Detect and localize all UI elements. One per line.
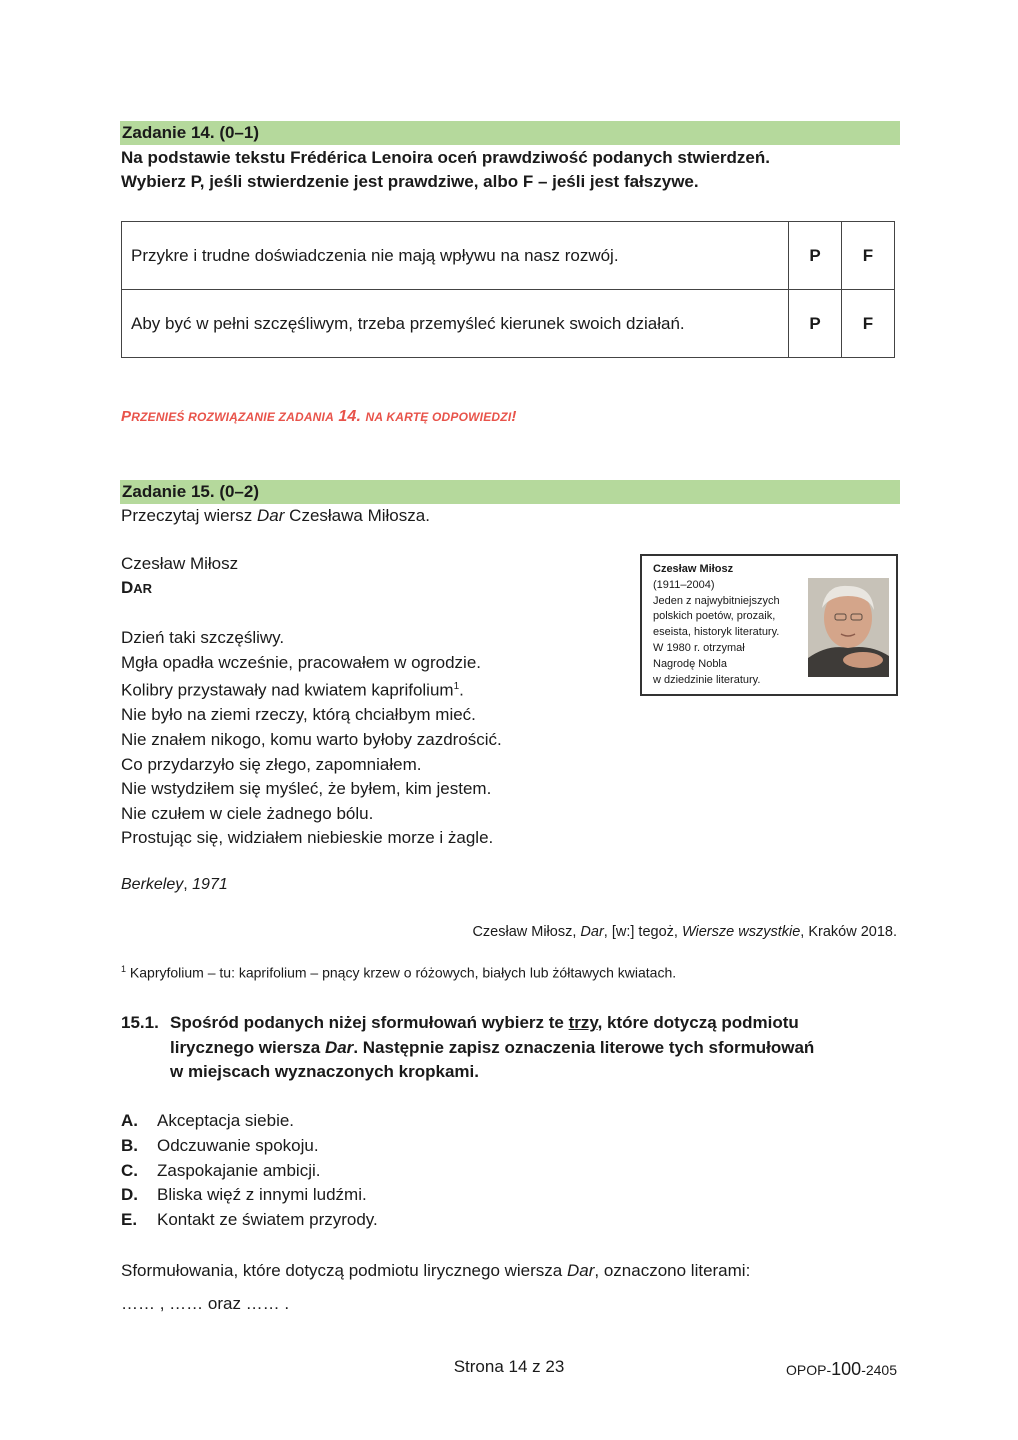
list-item <box>121 1183 378 1208</box>
task15-title: Zadanie 15. (0–2) <box>122 482 260 501</box>
q151-line1 <box>170 1011 900 1036</box>
source-part: Czesław Miłosz, <box>472 924 581 940</box>
poem-year: 1971 <box>192 876 228 893</box>
answer-options-list <box>121 1109 378 1233</box>
option-text: Kontakt ze światem przyrody. <box>157 1210 378 1230</box>
list-item <box>121 1134 378 1159</box>
author-info-line: polskich poetów, prozaik, <box>653 610 776 623</box>
option-f-2[interactable]: F <box>842 290 895 358</box>
answer-prompt-text: Sformułowania, które dotyczą podmiotu lirycznego wiersza <box>121 1261 567 1280</box>
author-info-line: Jeden z najwybitniejszych <box>653 594 780 607</box>
task14-header-band <box>120 121 900 145</box>
task15-intro-before: Przeczytaj wiersz <box>121 506 258 525</box>
author-info-text <box>653 562 803 688</box>
author-info-line: eseista, historyk literatury. <box>653 626 780 639</box>
exam-code-part: 100 <box>831 1359 862 1379</box>
q151-text: Spośród podanych niżej sformułowań wybierz te <box>170 1013 569 1032</box>
poem-author: Czesław Miłosz <box>121 554 239 573</box>
source-part: , [w:] tegoż, <box>603 924 682 940</box>
option-letter: A. <box>121 1111 138 1130</box>
poem-title-cap: D <box>121 578 134 597</box>
answer-prompt-italic: Dar <box>566 1261 595 1280</box>
q151-number: 15.1. <box>121 1013 159 1032</box>
portrait-illustration <box>808 578 889 677</box>
option-f-1[interactable]: F <box>842 222 895 290</box>
author-info-line: Nagrodę Nobla <box>653 657 727 670</box>
task14-instruction <box>121 146 901 194</box>
exam-code-part: OPOP- <box>786 1362 832 1378</box>
footnote-text: Kapryfolium – tu: kaprifolium – pnący krzew o różowych, białych lub żółtawych kwiatach. <box>126 964 677 981</box>
author-info-name: Czesław Miłosz <box>653 563 734 575</box>
q151-text: lirycznego wiersza <box>170 1037 325 1057</box>
transfer-note-number: 14. <box>338 408 362 425</box>
statement-1: Przykre i trudne doświadczenia nie mają wpływu na nasz rozwój. <box>122 222 789 290</box>
option-p-1[interactable]: P <box>789 222 842 290</box>
footnote <box>121 964 676 981</box>
transfer-note-cap1: P <box>121 408 132 425</box>
q151-instruction <box>170 1011 900 1085</box>
poem-line: Nie czułem w ciele żadnego bólu. <box>121 803 374 823</box>
poem-line-with-footnote <box>121 675 641 703</box>
poem-place-date <box>121 876 228 894</box>
q151-underlined: trzy <box>568 1013 598 1032</box>
list-item <box>121 1109 378 1134</box>
poem-line: Prostując się, widziałem niebieskie morze i żagle. <box>121 828 494 848</box>
task15-intro <box>121 504 430 528</box>
q151-text: . Następnie zapisz oznaczenia literowe tych sformułowań <box>353 1037 815 1057</box>
transfer-note-part2: NA KARTĘ ODPOWIEDZI <box>365 410 512 424</box>
option-text: Odczuwanie spokoju. <box>157 1135 319 1155</box>
source-part: Dar <box>580 924 604 940</box>
poem-line: Co przydarzyło się złego, zapomniałem. <box>121 754 422 774</box>
poem-line: Dzień taki szczęśliwy. <box>121 628 285 647</box>
task14-instruction-line1: Na podstawie tekstu Frédérica Lenoira oceń prawdziwość podanych stwierdzeń. <box>121 148 770 167</box>
poem-line: Nie wstydziłem się myśleć, że byłem, kim jestem. <box>121 779 492 799</box>
q151-italic: Dar <box>324 1037 354 1057</box>
poem-place: Berkeley <box>121 876 184 893</box>
q151-text: , które dotyczą podmiotu <box>597 1013 799 1032</box>
author-portrait-photo <box>808 578 889 677</box>
page-number: Strona 14 z 23 <box>453 1357 565 1376</box>
author-info-line: W 1980 r. otrzymał <box>653 641 745 654</box>
exam-code-part: -2405 <box>861 1362 897 1378</box>
list-item <box>121 1159 378 1184</box>
table-row <box>122 290 895 358</box>
answer-blanks[interactable]: …… , …… oraz …… . <box>121 1294 290 1313</box>
poem-source <box>330 924 897 940</box>
poem-line: Mgła opadła wcześnie, pracowałem w ogrodzie. <box>121 652 482 672</box>
task15-intro-poem-title: Dar <box>257 506 285 525</box>
option-text: Zaspokajanie ambicji. <box>157 1160 321 1180</box>
transfer-note-part1: RZENIEŚ ROZWIĄZANIE ZADANIA <box>131 410 334 424</box>
q151-line2 <box>170 1036 900 1061</box>
answer-prompt <box>121 1259 750 1283</box>
poem-body <box>121 626 641 851</box>
option-text: Bliska więź z innymi ludźmi. <box>157 1185 367 1205</box>
task14-title: Zadanie 14. (0–1) <box>122 123 260 142</box>
author-info-box <box>640 554 898 696</box>
exam-code <box>700 1359 897 1380</box>
source-part: , Kraków 2018. <box>800 924 897 940</box>
author-info-line: (1911–2004) <box>653 578 715 591</box>
task14-instruction-line2: Wybierz P, jeśli stwierdzenie jest prawdziwe, albo F – jeśli jest fałszywe. <box>121 172 699 191</box>
option-p-2[interactable]: P <box>789 290 842 358</box>
q151-line3: w miejscach wyznaczonych kropkami. <box>170 1062 479 1081</box>
task15-intro-after: Czesława Miłosza. <box>284 506 430 525</box>
option-letter: D. <box>121 1185 138 1205</box>
source-part: Wiersze wszystkie <box>681 924 801 940</box>
poem-place-date-separator: , <box>183 876 193 893</box>
poem-title-rest: AR <box>133 581 153 596</box>
poem-title <box>121 578 152 598</box>
answer-prompt-text: , oznaczono literami: <box>594 1261 751 1280</box>
list-item <box>121 1208 378 1233</box>
transfer-note-excl: ! <box>511 408 517 425</box>
transfer-note <box>121 408 517 426</box>
footnote-mark: 1 <box>121 964 127 974</box>
option-letter: C. <box>121 1160 138 1180</box>
author-info-line: w dziedzinie literatury. <box>653 673 761 686</box>
poem-line-end: . <box>459 680 464 700</box>
table-row <box>122 222 895 290</box>
true-false-table <box>121 221 895 358</box>
option-text: Akceptacja siebie. <box>157 1111 295 1130</box>
poem-line: Nie było na ziemi rzeczy, którą chciałbym mieć. <box>121 705 476 725</box>
statement-2: Aby być w pełni szczęśliwym, trzeba przemyśleć kierunek swoich działań. <box>122 290 789 358</box>
option-letter: B. <box>121 1135 138 1155</box>
footnote-reference: 1 <box>453 681 460 693</box>
task15-header-band <box>120 480 900 504</box>
poem-line: Nie znałem nikogo, komu warto byłoby zazdrościć. <box>121 730 502 750</box>
option-letter: E. <box>121 1210 138 1230</box>
poem-line-text: Kolibry przystawały nad kwiatem kaprifolium <box>121 680 454 700</box>
